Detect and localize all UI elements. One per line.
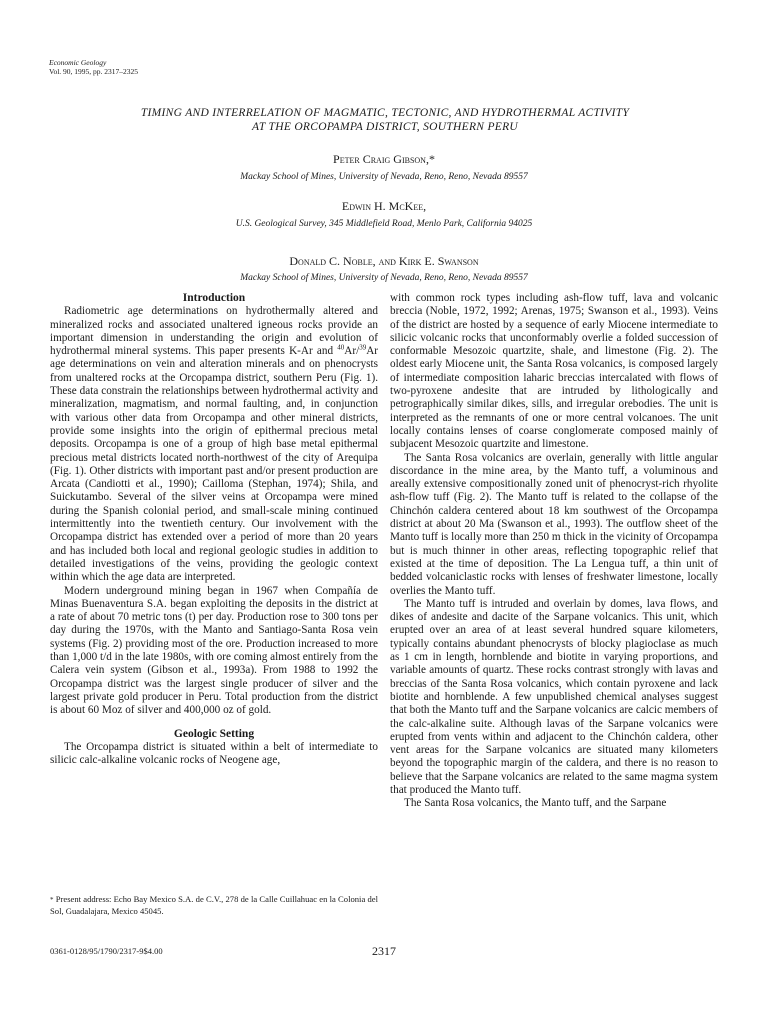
geologic-paragraph-1: The Orcopampa district is situated within a belt of intermediate to silicic calc-alkaline volcanic rocks of Neogene age, — [50, 740, 378, 767]
left-column — [50, 292, 378, 767]
geologic-setting-heading: Geologic Setting — [173, 727, 255, 740]
affiliation-gibson: Mackay School of Mines, University of Nevada, Reno, Reno, Nevada 89557 — [240, 172, 528, 182]
introduction-heading: Introduction — [182, 292, 246, 304]
issn-code: 0361-0128/95/1790/2317-9$4.00 — [50, 946, 163, 956]
affiliation-noble-swanson: Mackay School of Mines, University of Nevada, Reno, Reno, Nevada 89557 — [240, 273, 528, 283]
affiliation-mckee: U.S. Geological Survey, 345 Middlefield Road, Menlo Park, California 94025 — [235, 219, 533, 229]
author-noble-swanson: Donald C. Noble, and Kirk E. Swanson — [289, 254, 479, 268]
right-paragraph-4: The Santa Rosa volcanics, the Manto tuff, and the Sarpane — [404, 797, 667, 810]
author-gibson: Peter Craig Gibson,* — [333, 152, 435, 166]
right-paragraph-1: with common rock types including ash-flow tuff, lava and volcanic breccia (Noble, 1972, 1992; Arenas, 1975; Swanson et al., 1993). Veins of the district are hosted by a sequence of early Miocene intermediate to silicic volcanic rocks that unconformably overlie a folded succession of conformable Mesozoic quartzite, shale, and limestone (Fig. 2). The oldest early Miocene unit, the Santa Rosa volcanics, is composed largely of intermediate composition laharic breccias intercalated with flows of two-pyroxene andesite that are intruded by lithologically and petrographically similar dikes, sills, and irregular orebodies. The unit is interpreted as the remnants of one or more central volcanoes. The unit locally contains lenses of coarse conglomerate composed mainly of subjacent Mesozoic quartzite and limestone. — [390, 292, 718, 451]
right-paragraph-2: The Santa Rosa volcanics are overlain, generally with little angular discordance in the mine area, by the Manto tuff, a voluminous and areally extensive compositionally zoned unit of phenocryst-rich rhyolite ash-flow tuff (Fig. 2). The Manto tuff is related to the collapse of the Chinchón caldera centered about 18 km southwest of the Orcopampa district at about 20 Ma (Swanson et al., 1993). The outflow sheet of the Manto tuff is locally more than 250 m thick in the vicinity of Orcopampa but is much thinner in other areas, reflecting topographic relief that existed at the time of deposition. The La Lengua tuff, a thin unit of bedded volcaniclastic rocks with lenses of freshwater limestone, locally overlies the Manto tuff. — [390, 451, 718, 597]
footnote-mark: * — [50, 896, 54, 904]
journal-volume: Vol. 90, 1995, pp. 2317–2325 — [49, 67, 139, 76]
title-line-2: AT THE ORCOPAMPA DISTRICT, SOUTHERN PERU — [251, 121, 519, 133]
footnote-text: Present address: Echo Bay Mexico S.A. de C.V., 278 de la Calle Cuillahuac en la Colonia del Sol, Guadalajara, Mexico 45045. — [50, 894, 378, 916]
intro-paragraph-1 — [50, 305, 378, 584]
superscript-40: 40 — [337, 343, 345, 352]
intro-paragraph-2: Modern underground mining began in 1967 when Compañía de Minas Buenaventura S.A. began exploiting the deposits in the district at a rate of about 70 metric tons (t) per day. Production rose to 300 tons per day during the 1970s, with the Manto and Santiago-Santa Rosa vein systems (Fig. 2) providing most of the ore. Production increased to more than 1,000 t/d in the late 1980s, with ore coming almost entirely from the Calera vein system (Gibson et al., 1993a). From 1988 to 1992 the Orcopampa district was the largest single producer of silver and the largest private gold producer in Peru. Total production from the district is about 60 Moz of silver and 400,000 oz of gold. — [50, 584, 378, 717]
superscript-39: 39 — [359, 343, 367, 352]
journal-citation — [49, 58, 138, 76]
intro-p1-text-b: Ar/ — [344, 345, 360, 358]
intro-p1-text-c: Ar age determinations on vein and alteration minerals and on phenocrysts from unaltered rocks at the Orcopampa district, southern Peru (Fig. 1). These data constrain the relationships between hydrothermal activity and mineralization, magmatism, and normal faulting, and, in conjunction with various other data from Orcopampa and other mineral districts, provide some insights into the origin of epithermal precious metal deposits. Orcopampa is one of a group of high base metal epithermal precious metal districts located north-northwest of the city of Arequipa (Fig. 1). Other districts with important past and/or present production are Arcata (Candiotti et al., 1990); Cailloma (Stephan, 1974); Shila, and Suickutambo. Several of the silver veins at Orcopampa were mined during the Spanish colonial period, and small-scale mining continued intermittently into the twentieth century. Our involvement with the Orcopampa district has extended over a period of more than 20 years and has included both local and regional geologic studies in addition to detailed investigations of the veins, providing the geologic context within which the age data are interpreted. — [50, 345, 378, 584]
paper-title — [60, 106, 710, 134]
journal-name: Economic Geology — [49, 58, 107, 67]
right-column — [390, 292, 718, 811]
right-paragraph-3: The Manto tuff is intruded and overlain by domes, lava flows, and dikes of andesite and dacite of the Sarpane volcanics. This unit, which erupted over an area of at least several hundred square kilometers, typically contains abundant phenocrysts of blocky plagioclase as much as 1 cm in length, hornblende and biotite in varying proportions, and variable amounts of quartz. These rocks contrast strongly with lavas and breccias of the Santa Rosa volcanics, which contain pyroxene and lack biotite and hornblende. A few unpublished chemical analyses suggest that both the Manto tuff and the Sarpane volcanics are calcic members of the calc-alkaline suite. Although lavas of the Sarpane volcanics were erupted from vents within and adjacent to the Chinchón caldera, other vent areas for the Sarpane volcanics are situated many kilometers beyond the topographic margin of the caldera, and there is no reason to believe that the Sarpane volcanics are related to the same magma system that produced the Manto tuff. — [390, 597, 718, 796]
intro-p1-text-a: Radiometric age determinations on hydrothermally altered and mineralized rocks and associated unaltered igneous rocks provide an important dimension in understanding the origin and evolution of hydrothermal mineral systems. This paper presents K-Ar and — [50, 305, 378, 358]
author-mckee: Edwin H. McKee, — [341, 199, 427, 213]
footnote — [50, 894, 378, 917]
title-line-1: TIMING AND INTERRELATION OF MAGMATIC, TECTONIC, AND HYDROTHERMAL ACTIVITY — [140, 107, 630, 119]
page-number: 2317 — [372, 944, 396, 958]
